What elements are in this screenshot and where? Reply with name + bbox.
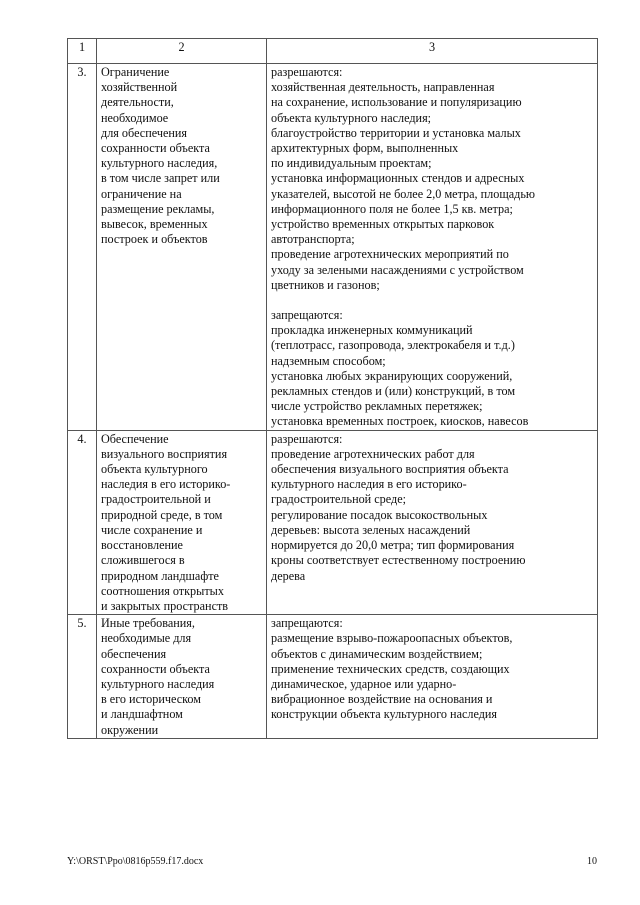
requirement-name-line: наследия в его историко-: [101, 477, 231, 492]
requirement-name-line: соотношения открытых: [101, 583, 224, 598]
rule-line: объекта культурного наследия;: [271, 110, 432, 125]
rule-heading: запрещаются:: [271, 616, 343, 631]
file-path-footer: Y:\ORST\Ppo\0816p559.f17.docx: [67, 856, 204, 867]
rule-line: нормируется до 20,0 метра; тип формирования: [271, 538, 515, 553]
paragraph-gap: [271, 293, 593, 308]
row-number: 5.: [68, 615, 97, 739]
requirement-name-line: размещение рекламы,: [101, 201, 215, 216]
requirement-name-line: сохранности объекта: [101, 661, 210, 676]
requirement-name-line: природной среде, в том: [101, 507, 223, 522]
rule-line: установка информационных стендов и адресных: [271, 171, 525, 186]
requirement-name-line: необходимое: [101, 110, 169, 125]
requirement-name-line: и ландшафтном: [101, 707, 183, 722]
rule-line: вибрационное воздействие на основания и: [271, 692, 493, 707]
rule-line: конструкции объекта культурного наследия: [271, 707, 498, 722]
requirement-name-line: построек и объектов: [101, 232, 208, 247]
requirement-name-cell: [97, 615, 267, 739]
row-number: 4.: [68, 430, 97, 614]
requirement-name-cell: [97, 430, 267, 614]
requirement-name-line: объекта культурного: [101, 462, 208, 477]
rule-line: устройство временных открытых парковок: [271, 217, 495, 232]
requirement-name-line: сохранности объекта: [101, 141, 210, 156]
requirement-name-line: для обеспечения: [101, 125, 188, 140]
requirement-name-line: числе сохранение и: [101, 522, 203, 537]
rule-line: информационного поля не более 1,5 кв. метра;: [271, 201, 513, 216]
rule-line: размещение взрыво-пожароопасных объектов,: [271, 631, 513, 646]
requirement-name-line: ограничение на: [101, 186, 182, 201]
rule-line: динамическое, ударное или ударно-: [271, 676, 457, 691]
requirement-name-line: Обеспечение: [101, 431, 169, 446]
rule-line: хозяйственная деятельность, направленная: [271, 80, 495, 95]
page-number: 10: [587, 856, 597, 867]
rule-line: установка временных построек, киосков, навесов: [271, 414, 529, 429]
requirement-name-line: в его историческом: [101, 692, 201, 707]
requirement-name-line: окружении: [101, 722, 159, 737]
rule-line: на сохранение, использование и популяризацию: [271, 95, 522, 110]
rule-line: культурного наследия в его историко-: [271, 477, 467, 492]
requirement-name-line: и закрытых пространств: [101, 598, 229, 613]
table-row: [68, 64, 598, 431]
table-row: [68, 615, 598, 739]
row-number: 3.: [68, 64, 97, 431]
requirement-name-cell: [97, 64, 267, 431]
rule-line: автотранспорта;: [271, 232, 355, 247]
rule-line: кроны соответствует естественному построению: [271, 553, 526, 568]
requirement-name-line: Иные требования,: [101, 616, 195, 631]
rule-line: дерева: [271, 568, 306, 583]
header-col-2: 2: [97, 39, 267, 64]
requirement-name-line: хозяйственной: [101, 80, 178, 95]
requirement-name-line: культурного наследия,: [101, 156, 218, 171]
requirement-name-line: деятельности,: [101, 95, 174, 110]
regime-rules-cell: [267, 430, 598, 614]
rule-line: применение технических средств, создающих: [271, 661, 510, 676]
requirement-name-line: необходимые для: [101, 631, 192, 646]
table-row: [68, 430, 598, 614]
requirement-name-line: визуального восприятия: [101, 446, 228, 461]
rule-line: указателей, высотой не более 2,0 метра, площадью: [271, 186, 535, 201]
rule-line: рекламных стендов и (или) конструкций, в том: [271, 384, 516, 399]
rule-line: надземным способом;: [271, 353, 386, 368]
rule-line: по индивидуальным проектам;: [271, 156, 432, 171]
rule-heading: запрещаются:: [271, 308, 343, 323]
requirement-name-line: природном ландшафте: [101, 568, 219, 583]
rule-line: числе устройство рекламных перетяжек;: [271, 399, 483, 414]
rule-line: обеспечения визуального восприятия объекта: [271, 462, 509, 477]
requirement-name-line: сложившегося в: [101, 553, 185, 568]
rule-line: проведение агротехнических мероприятий по: [271, 247, 509, 262]
rule-line: деревьев: высота зеленых насаждений: [271, 522, 471, 537]
rule-line: прокладка инженерных коммуникаций: [271, 323, 473, 338]
regime-rules-cell: [267, 615, 598, 739]
rule-line: цветников и газонов;: [271, 277, 380, 292]
header-col-3: 3: [267, 39, 598, 64]
rule-line: регулирование посадок высокоствольных: [271, 507, 488, 522]
rule-line: объектов с динамическим воздействием;: [271, 646, 483, 661]
rule-line: проведение агротехнических работ для: [271, 446, 475, 461]
rule-line: благоустройство территории и установка малых: [271, 125, 521, 140]
rule-line: архитектурных форм, выполненных: [271, 141, 459, 156]
rule-line: уходу за зелеными насаждениями с устройством: [271, 262, 524, 277]
requirement-name-line: обеспечения: [101, 646, 167, 661]
requirement-name-line: градостроительной и: [101, 492, 211, 507]
rule-line: градостроительной среде;: [271, 492, 407, 507]
rule-heading: разрешаются:: [271, 431, 343, 446]
rule-heading: разрешаются:: [271, 65, 343, 79]
header-col-1: 1: [68, 39, 97, 64]
requirement-name-line: Ограничение: [101, 65, 170, 79]
requirement-name-line: восстановление: [101, 538, 183, 553]
requirement-name-line: в том числе запрет или: [101, 171, 220, 186]
requirements-table: [67, 38, 598, 739]
rule-line: (теплотрасс, газопровода, электрокабеля и т.д.): [271, 338, 515, 353]
requirement-name-line: вывесок, временных: [101, 217, 208, 232]
table-header-row: [68, 39, 598, 64]
requirement-name-line: культурного наследия: [101, 676, 215, 691]
regime-rules-cell: [267, 64, 598, 431]
rule-line: установка любых экранирующих сооружений,: [271, 368, 513, 383]
